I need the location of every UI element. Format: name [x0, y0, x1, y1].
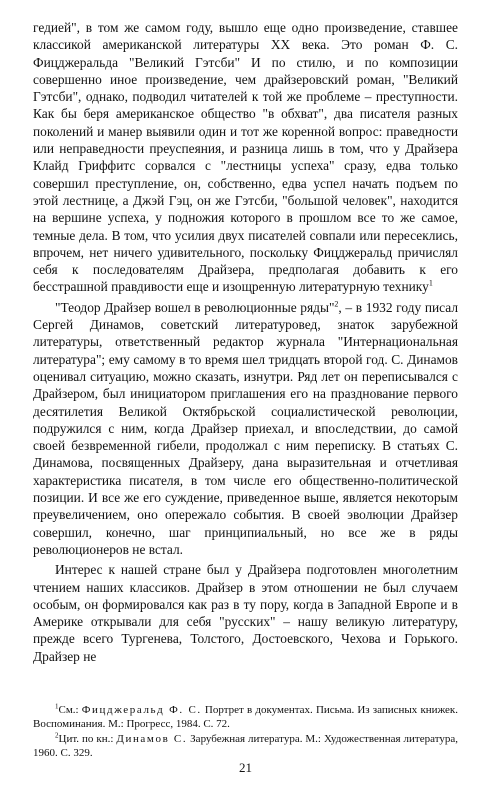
footnote-ref-2: 2 [334, 299, 339, 309]
footnotes [33, 703, 458, 761]
page-content [33, 19, 458, 761]
paragraph-3 [33, 561, 458, 665]
paragraph-2 [33, 299, 458, 558]
paragraph-2-quote: "Теодор Драйзер вошел в революционные ряды" [55, 299, 335, 315]
paragraph-3-text: Интерес к нашей стране был у Драйзера подготовлен многолетним чтением наших классиков. Драйзер в этом отношении не был случаем особым, он формировался как раз в ту пору, когда в Западной Европе и в Америке открывали для себя "русских" – нашу великую литературу, прежде всего Тургенева, Толстого, Достоевского, Чехова и Горького. Драйзер не [33, 562, 458, 664]
footnote-ref-1: 1 [428, 278, 433, 288]
footnote-1-text: Портрет в документах. Письма. Из записных книжек. Воспоминания. М.: Прогресс, 1984. С. 72. [33, 703, 459, 731]
footnote-1-author: Фицджеральд Ф. С. [81, 703, 202, 716]
page-number: 21 [239, 760, 252, 775]
footnote-2 [33, 732, 458, 761]
paragraph-1-text: гедией", в том же самом году, вышло еще одно произведение, ставшее классикой американской литературы XX века. Это роман Ф. С. Фицджеральда "Великий Гэтсби" И по стилю, и по композиции совершенно иное произведение, чем драйзеровский роман, "Великий Гэтсби", однако, подводил читателей к той же проблеме – преступности. Как бы беря американское общество "в обхват", два писателя разных поколений и манер выявили один и тот же коренной вопрос: праведности или неправедности преуспеяния, и разница лишь в том, что у Драйзера Клайд Гриффитс сорвался с "лестницы успеха" сразу, едва только совершил преступление, он, собственно, едва успел начать подъем по этой лестнице, а Джэй Гэц, он же Гэтсби, "большой человек", находится на вершине успеха, у подножия которого в прошлом все то же самое, темные дела. В том, что усилия двух писателей совпали или пересеклись, впрочем, нет ничего удивительного, поскольку Фицджеральд причислял себя к последователям Драйзера, предполагая добавить к его бесстрашной правдивости еще и изощренную литературную технику [33, 20, 458, 295]
paragraph-1 [33, 19, 458, 296]
footnote-2-mark: 2 [55, 731, 59, 740]
paragraph-2-text: , – в 1932 году писал Сергей Динамов, советский литературовед, знаток зарубежной литературы, ответственный редактор журнала "Интернациональная литература"; ему самому в то время шел тридцать второй год. С. Динамов оценивал ситуацию, можно сказать, изнутри. Ряд лет он переписывался с Драйзером, был инициатором приглашения его на празднование первого десятилетия Великой Октябрьской социалистической революции, подружился с ним, когда Драйзер приехал, и впоследствии, до самой своей безвременной гибели, продолжал с ним переписку. В статьях С. Динамова, посвященных Драйзеру, дана выразительная и отчетливая характеристика писателя, в том числе его общественно-политической позиции. И все же его суждение, приведенное выше, является некоторым преувеличением, оно опережало события. В своей эволюции Драйзер совершил, конечно, шаг принципиальный, но все же в ряды революционеров не встал. [33, 299, 458, 557]
footnote-1-prefix: См.: [58, 703, 82, 716]
footnote-2-text: Зарубежная литература. М.: Художественная литература, 1960. С. 329. [33, 732, 458, 760]
footnote-1-mark: 1 [55, 702, 59, 711]
footnote-2-prefix: Цит. по кн.: [58, 732, 117, 745]
footnote-2-author: Динамов С. [116, 732, 188, 745]
footnote-1 [33, 703, 458, 732]
